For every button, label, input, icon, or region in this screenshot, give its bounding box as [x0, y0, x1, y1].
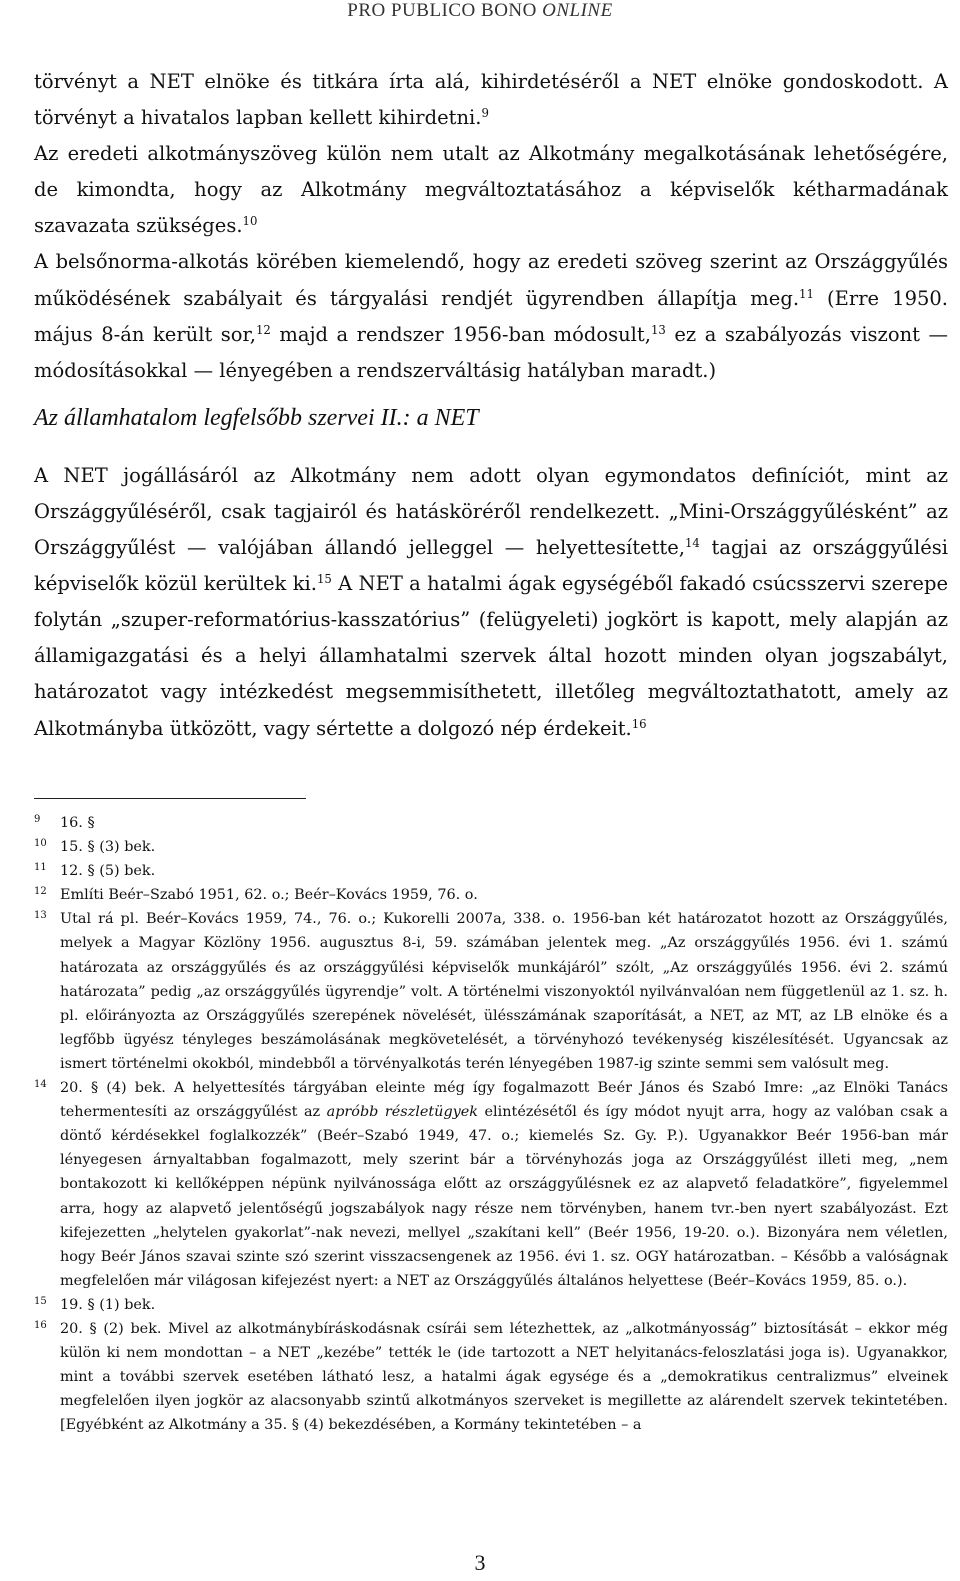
journal-title: PRO PUBLICO BONO: [347, 0, 537, 21]
paragraph-2-text: Az eredeti alkotmányszöveg külön nem utalt az Alkotmány megalkotásának lehetőségére, de kimondta, hogy az Alkotmány megváltoztatásához a képviselők kétharmadának szavazata szükséges.: [34, 142, 948, 238]
footnote-text: 12. § (5) bek.: [60, 863, 156, 880]
footnote-number: 10: [34, 838, 47, 850]
footnote-ref-15[interactable]: 15: [316, 572, 332, 587]
footnote-15: [34, 1293, 948, 1317]
footnote-ref-14[interactable]: 14: [685, 536, 700, 551]
paragraph-1: [34, 64, 948, 136]
footnote-number: 15: [34, 1295, 47, 1307]
paragraph-4: [34, 458, 948, 747]
running-header: [0, 0, 960, 26]
paragraph-3-text-c: majd a rendszer 1956-ban módosult,: [270, 322, 651, 346]
journal-title-suffix: ONLINE: [542, 0, 613, 21]
footnote-ref-11[interactable]: 11: [799, 286, 814, 301]
paragraph-4-text-a: A NET jogállásáról az Alkotmány nem adott olyan egymondatos definíciót, mint az Országgyűléséről, csak tagjairól és hatásköréről rendelkezett. „Mini-Országgyűlésként” az Országgyűlést — valójában állandó jelleggel — helyettesítette,: [34, 463, 948, 560]
footnote-number: 12: [34, 886, 47, 898]
footnote-number: 9: [34, 814, 41, 825]
footnote-number: 14: [34, 1079, 47, 1091]
footnote-10: [34, 835, 948, 859]
footnote-text: Utal rá pl. Beér–Kovács 1959, 74., 76. o.; Kukorelli 2007a, 338. o. 1956-ban két határozatot hozott az Országgyűlés, melyek a Magyar Közlöny 1956. augusztus 8-i, 59. számában jelentek meg. „Az országgyűlés 1956. évi 1. számú határozata az országgyűlés és az országgyűlési képviselők munkájáról” szólt, „Az országgyűlés 1956. évi 2. számú határozata” pedig „az országgyűlés ügyrendje” volt. A történelmi viszonyoktól nyilvánvalóan nem függetlenül az 1. sz. h. pl. előirányozta az Országgyűlés szerepének növelését, ülésszámának szaporítását, a NET, az MT, az LB elnöke és a legfőbb ügyész tényleges beszámolásának megkövetelését, a törvényhozó tevékenység kiszélesítését. Ugyancsak az ismert történelmi okokból, mindebből a törvényalkotás terén lényegében 1987-ig szinte semmi sem valósult meg.: [60, 911, 948, 1072]
footnote-text: Említi Beér–Szabó 1951, 62. o.; Beér–Kovács 1959, 76. o.: [60, 887, 478, 904]
footnote-ref-9[interactable]: 9: [481, 106, 489, 121]
footnote-text: 19. § (1) bek.: [60, 1296, 156, 1313]
footnote-text: 16. §: [60, 815, 95, 831]
footnote-12: [34, 883, 948, 907]
paragraph-1-text: törvényt a NET elnöke és titkára írta alá, kihirdetéséről a NET elnöke gondoskodott. A törvényt a hivatalos lapban kellett kihirdetni.: [34, 70, 948, 130]
footnote-text: 20. § (2) bek. Mivel az alkotmánybíráskodásnak csírái sem létezhettek, az „alkotmányosság” biztosítását – ekkor még külön ki nem mondottan – a NET „kezébe” tették le (ide tartozott a NET helyitanács-feloszlatási joga is). Ugyanakkor, mint a további szervek esetében látható lesz, a hatalmi ágak egysége és a „demokratikus centralizmus” elveinek megfelelően ilyen jogkör az alacsonyabb szintű alkotmányos szerveket is megillette az alárendelt szervek tekintetében. [Egyébként az Alkotmány a 35. § (4) bekezdésében, a Kormány tekintetében – a: [60, 1320, 948, 1434]
footnote-9: [34, 811, 948, 835]
paragraph-4-text-b: tagjai az országgyűlési képviselők közül kerültek ki.: [34, 536, 948, 596]
footnote-16: [34, 1317, 948, 1437]
paragraph-3-text-b: (Erre 1950. május 8-án került sor,: [34, 286, 949, 346]
footnote-number: 11: [34, 862, 47, 874]
paragraph-3-text-d: ez a szabályozás viszont — módosításokkal — lényegében a rendszerváltásig hatályban maradt.): [34, 322, 948, 382]
footnote-text: 15. § (3) bek.: [60, 839, 156, 856]
footnote-ref-10[interactable]: 10: [242, 214, 258, 229]
paragraph-3: [34, 244, 948, 388]
main-text: [34, 64, 948, 747]
footnotes: [34, 811, 948, 1437]
footnote-number: 13: [34, 910, 47, 922]
paragraph-3-text-a: A belsőnorma-alkotás körében kiemelendő, hogy az eredeti szöveg szerint az Országgyűlés működésének szabályait és tárgyalási rendjét ügyrendben állapítja meg.: [34, 250, 948, 310]
footnote-13: [34, 907, 948, 1076]
footnote-number: 16: [34, 1319, 47, 1331]
footnote-separator: [34, 798, 306, 799]
footnote-emphasis: apróbb részletügyek: [326, 1104, 479, 1121]
footnote-11: [34, 859, 948, 883]
footnote-text: elintézésétől és így módot nyujt arra, hogy az valóban csak a döntő kérdésekkel foglalkozzék” (Beér–Szabó 1949, 47. o.; kiemelés Sz. Gy. P.). Ugyanakkor Beér 1956-ban már lényegesen árnyaltabban fogalmazott, mely szerint bár a törvényhozás joga az Országgyűlést illeti meg, „nem bontakozott ki kellőképpen népünk nyilvánossága előtt az országgyűlésnek ez az alapvető feladatköre”, figyelemmel arra, hogy az alapvető jelentőségű jogszabályok nagy része nem törvényben, hanem tvr.-ben nyert szabályozást. Ezt kifejezetten „helytelen gyakorlat”-nak nevezi, mellyel „szakítani kell” (Beér 1956, 19-20. o.). Bizonyára nem véletlen, hogy Beér János szavai szinte szó szerint visszacsengenek az 1956. évi 1. sz. OGY határozatban. – Később a valóságnak megfelelően már világosan kifejezést nyert: a NET az Országgyűlés általános helyettese (Beér–Kovács 1959, 85. o.).: [60, 1104, 949, 1289]
footnote-ref-12[interactable]: 12: [255, 322, 271, 337]
footnote-ref-13[interactable]: 13: [650, 322, 666, 337]
footnote-ref-16[interactable]: 16: [631, 716, 647, 731]
footnote-14: [34, 1076, 948, 1293]
paragraph-2: [34, 136, 948, 244]
page-number: 3: [474, 1550, 486, 1575]
footnote-text-pre: 20. § (4) bek. A helyettesítés tárgyában eleinte még így fogalmazott Beér János és Szabó Imre: „az Elnöki Tanács tehermentesíti az országgyűlést az: [60, 1080, 948, 1121]
section-heading: Az államhatalom legfelsőbb szervei II.: a NET: [34, 404, 479, 431]
paragraph-4-text-c: A NET a hatalmi ágak egységéből fakadó csúcsszervi szerepe folytán „szuper-reformatórius-kasszatórius” (felügyeleti) jogkört is kapott, mely alapján az államigazgatási és a helyi államhatalmi szervek által hozott minden olyan jogszabályt, határozatot vagy intézkedést megsemmisíthetett, illetőleg megváltoztathatott, amely az Alkotmányba ütközött, vagy sértette a dolgozó nép érdekeit.: [34, 572, 948, 740]
